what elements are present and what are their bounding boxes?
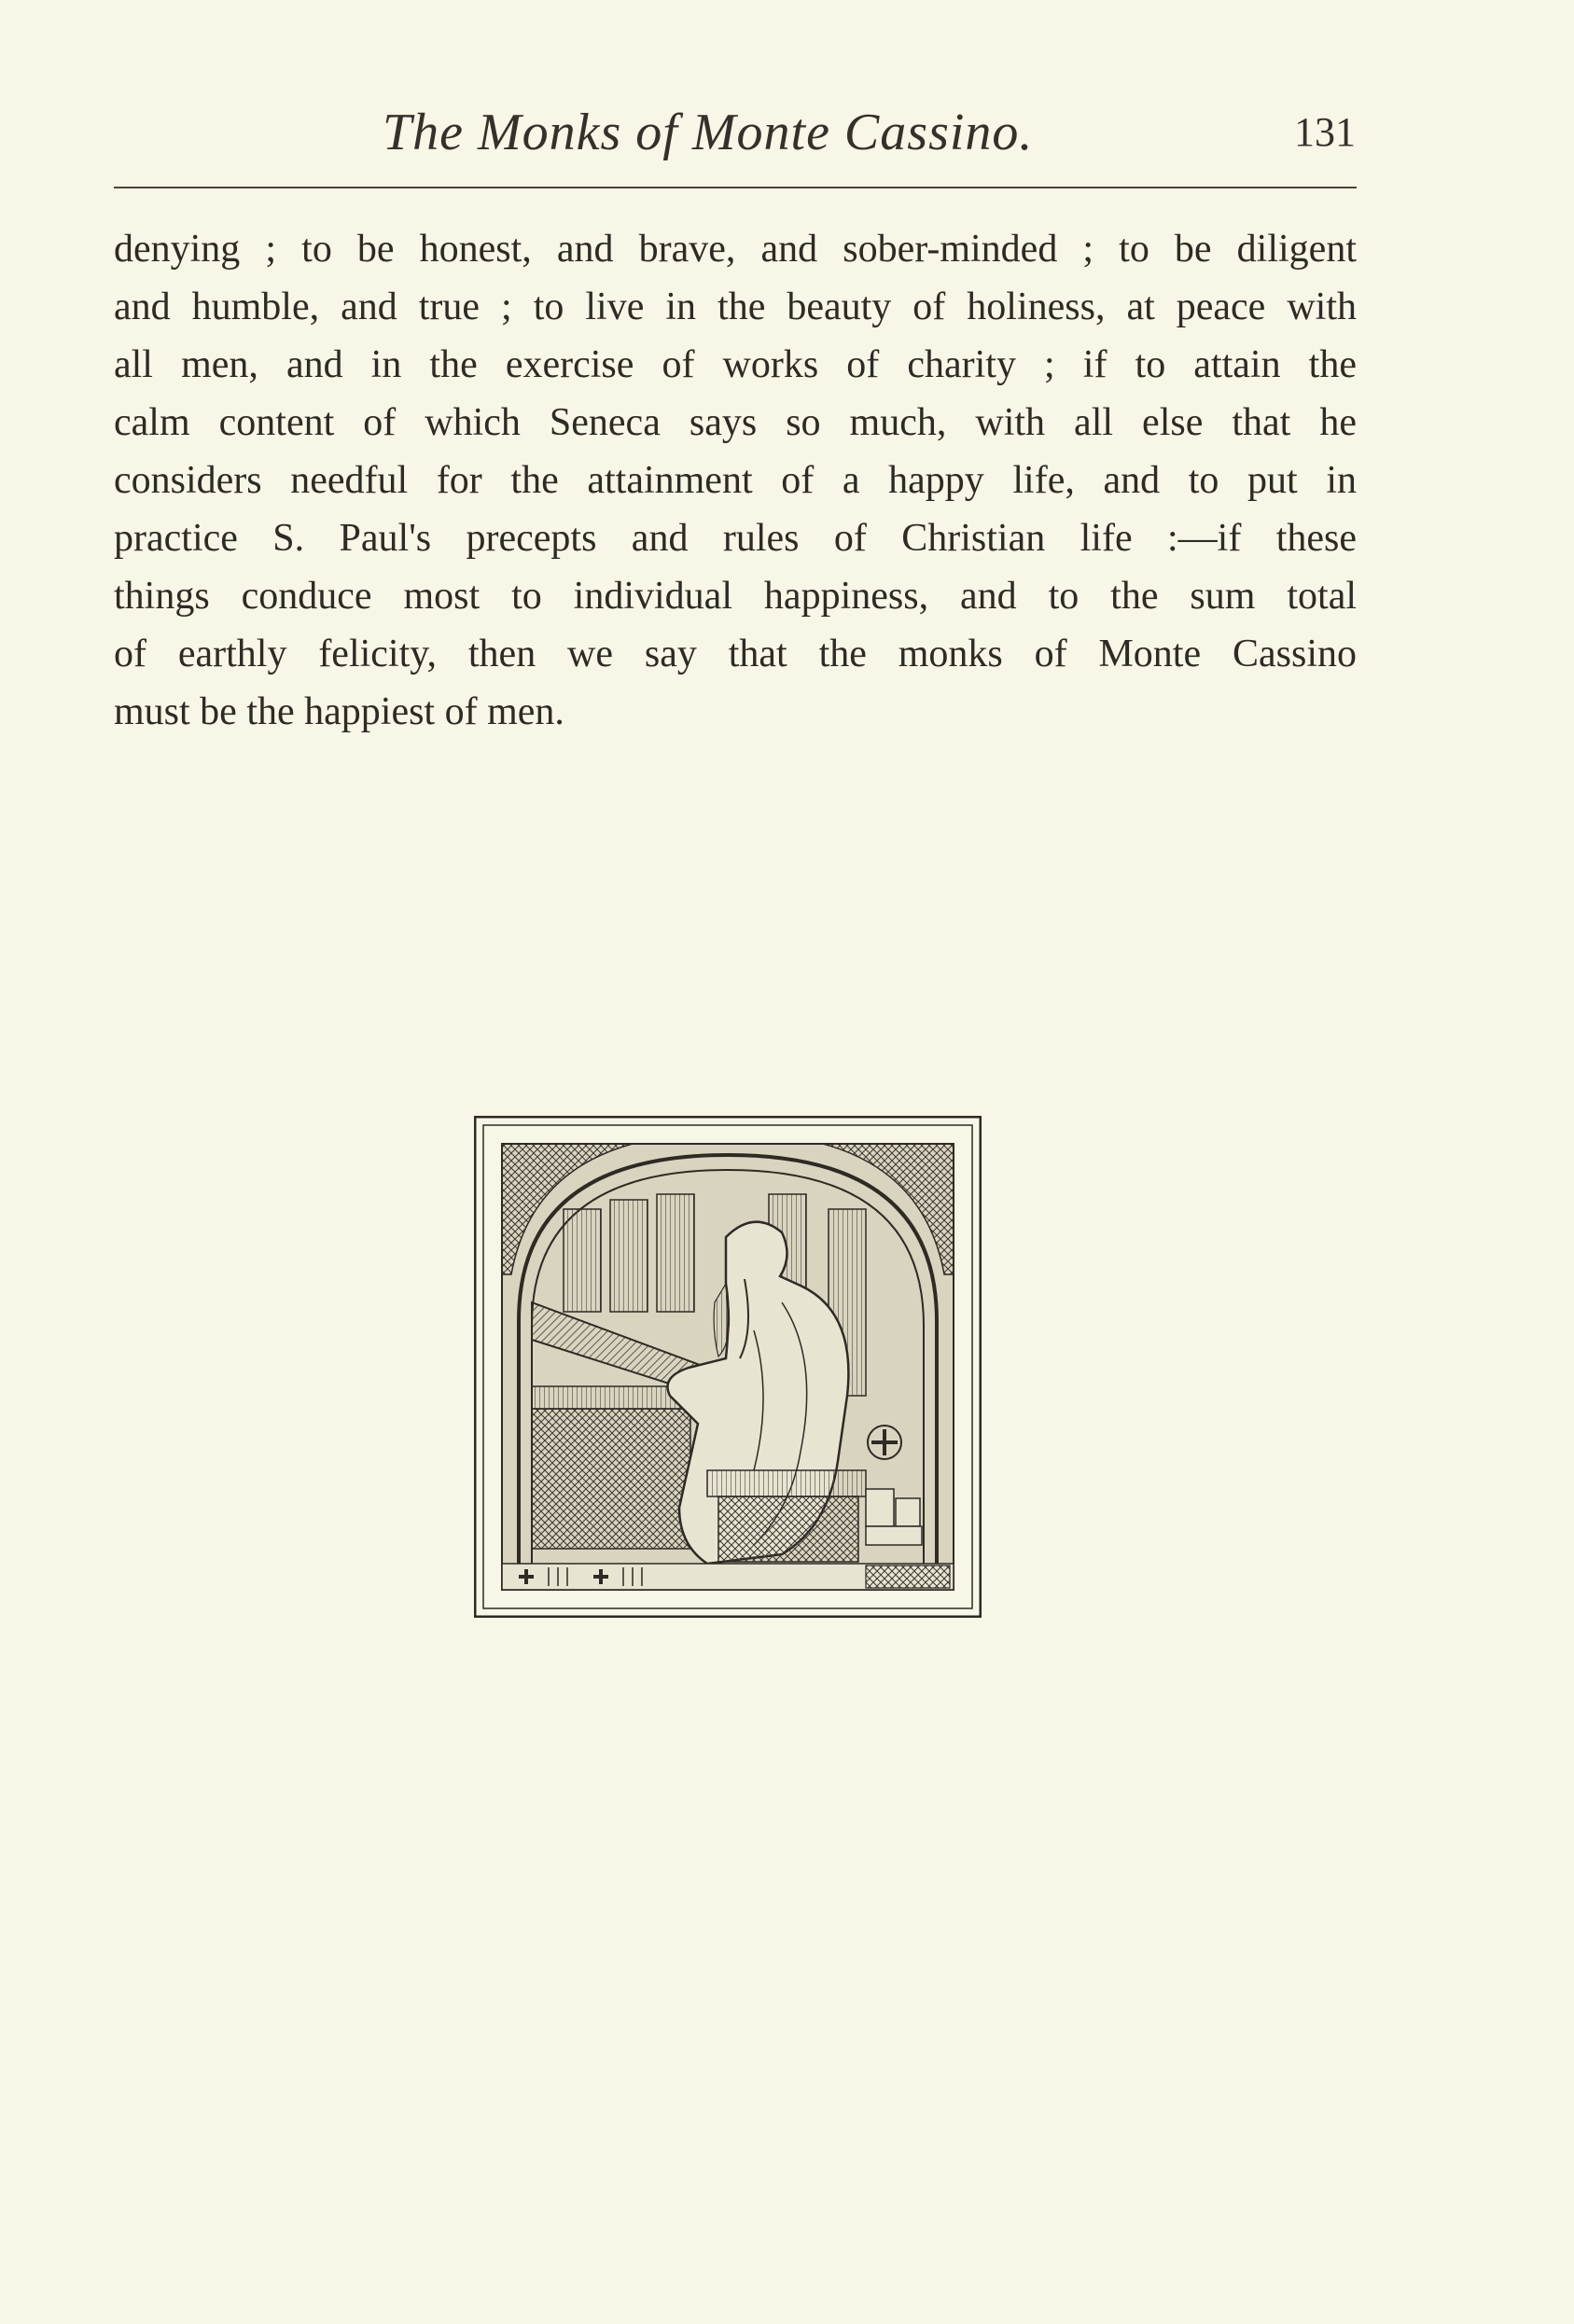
running-title: The Monks of Monte Cassino. [383, 104, 1034, 161]
text-line: things conduce most to individual happiness, and to the sum total [114, 575, 1357, 618]
header-rule [114, 187, 1357, 188]
text-line: all men, and in the exercise of works of charity ; if to attain the [114, 343, 1357, 386]
text-line: calm content of which Seneca says so much, with all else that he [114, 401, 1357, 444]
text-line: must be the happiest of men. [114, 690, 564, 733]
engraving-monk-scribe-icon [474, 1116, 982, 1618]
text-line: considers needful for the attainment of a happy life, and to put in [114, 459, 1357, 502]
page-number: 131 [1294, 109, 1356, 155]
text-line: practice S. Paul's precepts and rules of Christian life :—if these [114, 517, 1357, 560]
running-head [0, 103, 1574, 168]
text-line: denying ; to be honest, and brave, and sober-minded ; to be diligent [114, 228, 1357, 271]
text-line: of earthly felicity, then we say that the monks of Monte Cassino [114, 633, 1357, 675]
text-line: and humble, and true ; to live in the beauty of holiness, at peace with [114, 285, 1357, 328]
body-paragraph [114, 220, 1357, 741]
